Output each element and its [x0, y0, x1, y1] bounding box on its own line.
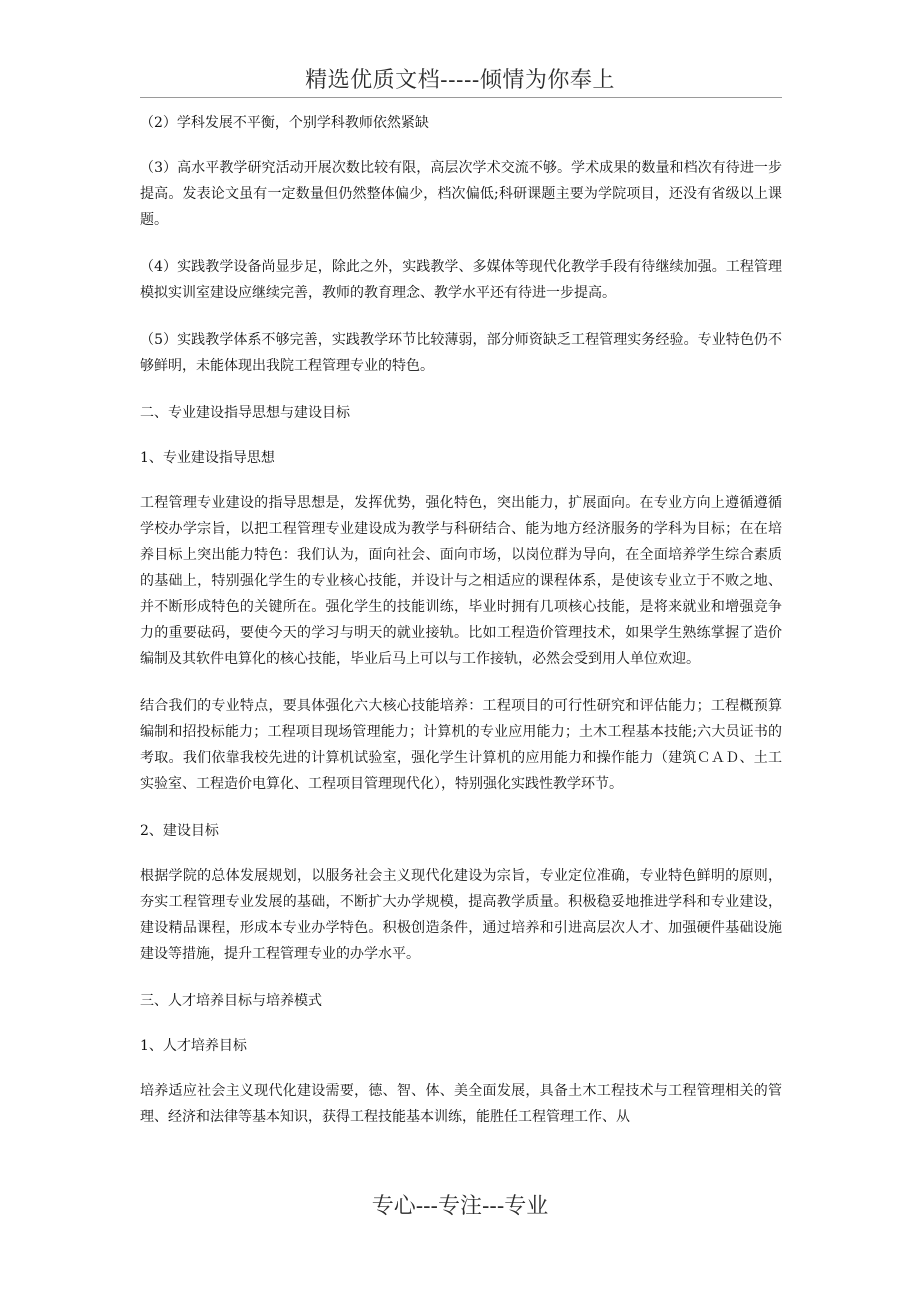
paragraph-issue-3: （3）高水平教学研究活动开展次数比较有限，高层次学术交流不够。学术成果的数量和档次有待进一步提高。发表论文虽有一定数量但仍然整体偏少，档次偏低;科研课题主要为学院项目，还没有省级以上课题。: [140, 160, 782, 228]
header-divider: [140, 97, 782, 98]
page-header-title: 精选优质文档-----倾情为你奉上: [305, 68, 615, 93]
paragraph-guiding-thought: 工程管理专业建设的指导思想是，发挥优势，强化特色，突出能力，扩展面向。在专业方向上遵循遵循学校办学宗旨，以把工程管理专业建设成为教学与科研结合、能为地方经济服务的学科为目标；在在培养目标上突出能力特色：我们认为，面向社会、面向市场，以岗位群为导向，在全面培养学生综合素质的基础上，特别强化学生的专业核心技能，并设计与之相适应的课程体系，是使该专业立于不败之地、并不断形成特色的关键所在。强化学生的技能训练，毕业时拥有几项核心技能，是将来就业和增强竞争力的重要砝码，要使今天的学习与明天的就业接轨。比如工程造价管理技术，如果学生熟练掌握了造价编制及其软件电算化的核心技能，毕业后马上可以与工作接轨，必然会受到用人单位欢迎。: [140, 495, 782, 667]
paragraph-talent-goals: 培养适应社会主义现代化建设需要，德、智、体、美全面发展，具备土木工程技术与工程管理相关的管理、经济和法律等基本知识，获得工程技能基本训练，能胜任工程管理工作、从: [140, 1083, 782, 1125]
paragraph-core-skills: 结合我们的专业特点，要具体强化六大核心技能培养：工程项目的可行性研究和评估能力；工程概预算编制和招投标能力；工程项目现场管理能力；计算机的专业应用能力；土木工程基本技能;六大员证书的考取。我们依靠我校先进的计算机试验室，强化学生计算机的应用能力和操作能力（建筑ＣＡＤ、土工实验室、工程造价电算化、工程项目管理现代化），特别强化实践性教学环节。: [140, 698, 782, 792]
paragraph-issue-5: （5）实践教学体系不够完善，实践教学环节比较薄弱，部分师资缺乏工程管理实务经验。专业特色仍不够鲜明，未能体现出我院工程管理专业的特色。: [140, 332, 782, 374]
subsection-heading-guiding-thought: 1、专业建设指导思想: [140, 450, 275, 466]
paragraph-issue-2: （2）学科发展不平衡，个别学科教师依然紧缺: [140, 115, 429, 131]
page-footer: 专心---专注---专业: [371, 1194, 549, 1219]
section-heading-2: 二、专业建设指导思想与建设目标: [140, 405, 350, 421]
document-body: [140, 110, 782, 1151]
subsection-heading-goals: 2、建设目标: [140, 823, 219, 839]
section-heading-3: 三、人才培养目标与培养模式: [140, 993, 322, 1009]
paragraph-goals: 根据学院的总体发展规划，以服务社会主义现代化建设为宗旨，专业定位准确，专业特色鲜明的原则，夯实工程管理专业发展的基础，不断扩大办学规模，提高教学质量。积极稳妥地推进学科和专业建设，建设精品课程，形成本专业办学特色。积极创造条件，通过培养和引进高层次人才、加强硬件基础设施建设等措施，提升工程管理专业的办学水平。: [140, 868, 782, 962]
paragraph-issue-4: （4）实践教学设备尚显步足，除此之外，实践教学、多媒体等现代化教学手段有待继续加强。工程管理模拟实训室建设应继续完善，教师的教育理念、教学水平还有待进一步提高。: [140, 259, 782, 301]
subsection-heading-talent-goals: 1、人才培养目标: [140, 1038, 247, 1054]
